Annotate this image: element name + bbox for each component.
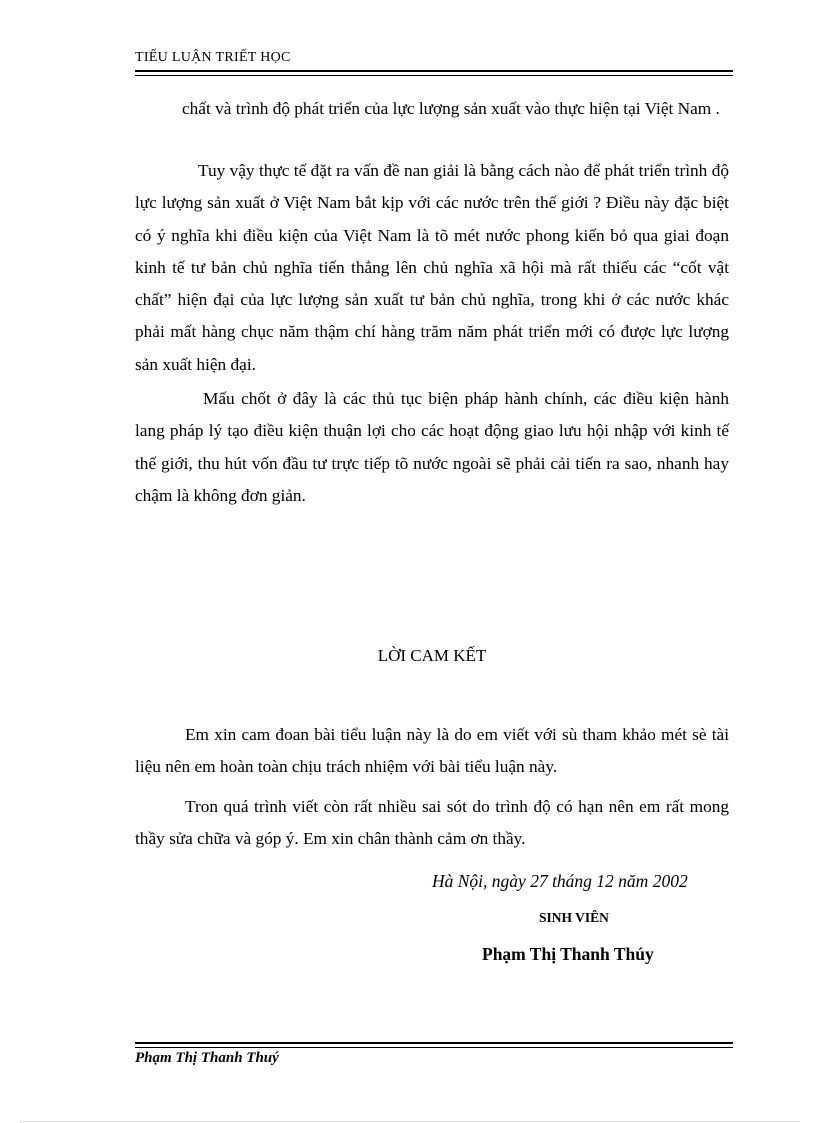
header-title: TIỂU LUẬN TRIẾT HỌC bbox=[135, 50, 291, 65]
section-title: LỜI CAM KẾT bbox=[377, 646, 487, 665]
body-paragraph: chất và trình độ phát triển của lực lượng sản xuất vào thực hiện tại Việt Nam . bbox=[182, 99, 720, 118]
signature-role: SINH VIÊN bbox=[539, 910, 609, 925]
header-rule-thick bbox=[135, 70, 733, 72]
body-paragraph: Mấu chốt ở đây là các thủ tục biện pháp hành chính, các điều kiện hành lang pháp lý tạo điều kiện thuận lợi cho các hoạt động giao lưu hội nhập với kinh tế thế giới, thu hút vốn đầu tư trực tiếp tõ nước ngoài sẽ phải cải tiến ra sao, nhanh hay chậm là không đơn giản. bbox=[135, 389, 729, 505]
footer-rule-thin bbox=[135, 1047, 733, 1048]
commitment-paragraph: Em xin cam đoan bài tiểu luận này là do em viết với sù tham khảo mét sè tài liệu nên em hoàn toàn chịu trách nhiệm với bài tiểu luận này. bbox=[135, 725, 729, 776]
header-rule-thin bbox=[135, 75, 733, 76]
page-edge-divider bbox=[20, 1121, 800, 1122]
commitment-paragraph: Tron quá trình viết còn rất nhiều sai sót do trình độ có hạn nên em rất mong thầy sửa chữa và góp ý. Em xin chân thành cảm ơn thầy. bbox=[135, 797, 729, 848]
footer-rule-thick bbox=[135, 1042, 733, 1044]
body-paragraph: Tuy vậy thực tế đặt ra vấn đề nan giải là bằng cách nào để phát triển trình độ lực lượng sản xuất ở Việt Nam bắt kịp với các nước trên thế giới ? Điều này đặc biệt có ý nghĩa khi điều kiện của Việt Nam là tõ mét nước phong kiến bỏ qua giai đoạn kinh tế tư bản chủ nghĩa tiến thẳng lên chủ nghĩa xã hội mà rất thiếu các “cốt vật chất” hiện đại của lực lượng sản xuất tư bản chủ nghĩa, trong khi ở các nước khác phải mất hàng chục năm thậm chí hàng trăm năm phát triển mới có được lực lượng sản xuất hiện đại. bbox=[135, 161, 729, 374]
signer-name: Phạm Thị Thanh Thúy bbox=[482, 944, 654, 964]
signature-date: Hà Nội, ngày 27 tháng 12 năm 2002 bbox=[432, 871, 688, 891]
footer-author: Phạm Thị Thanh Thuý bbox=[135, 1050, 279, 1066]
